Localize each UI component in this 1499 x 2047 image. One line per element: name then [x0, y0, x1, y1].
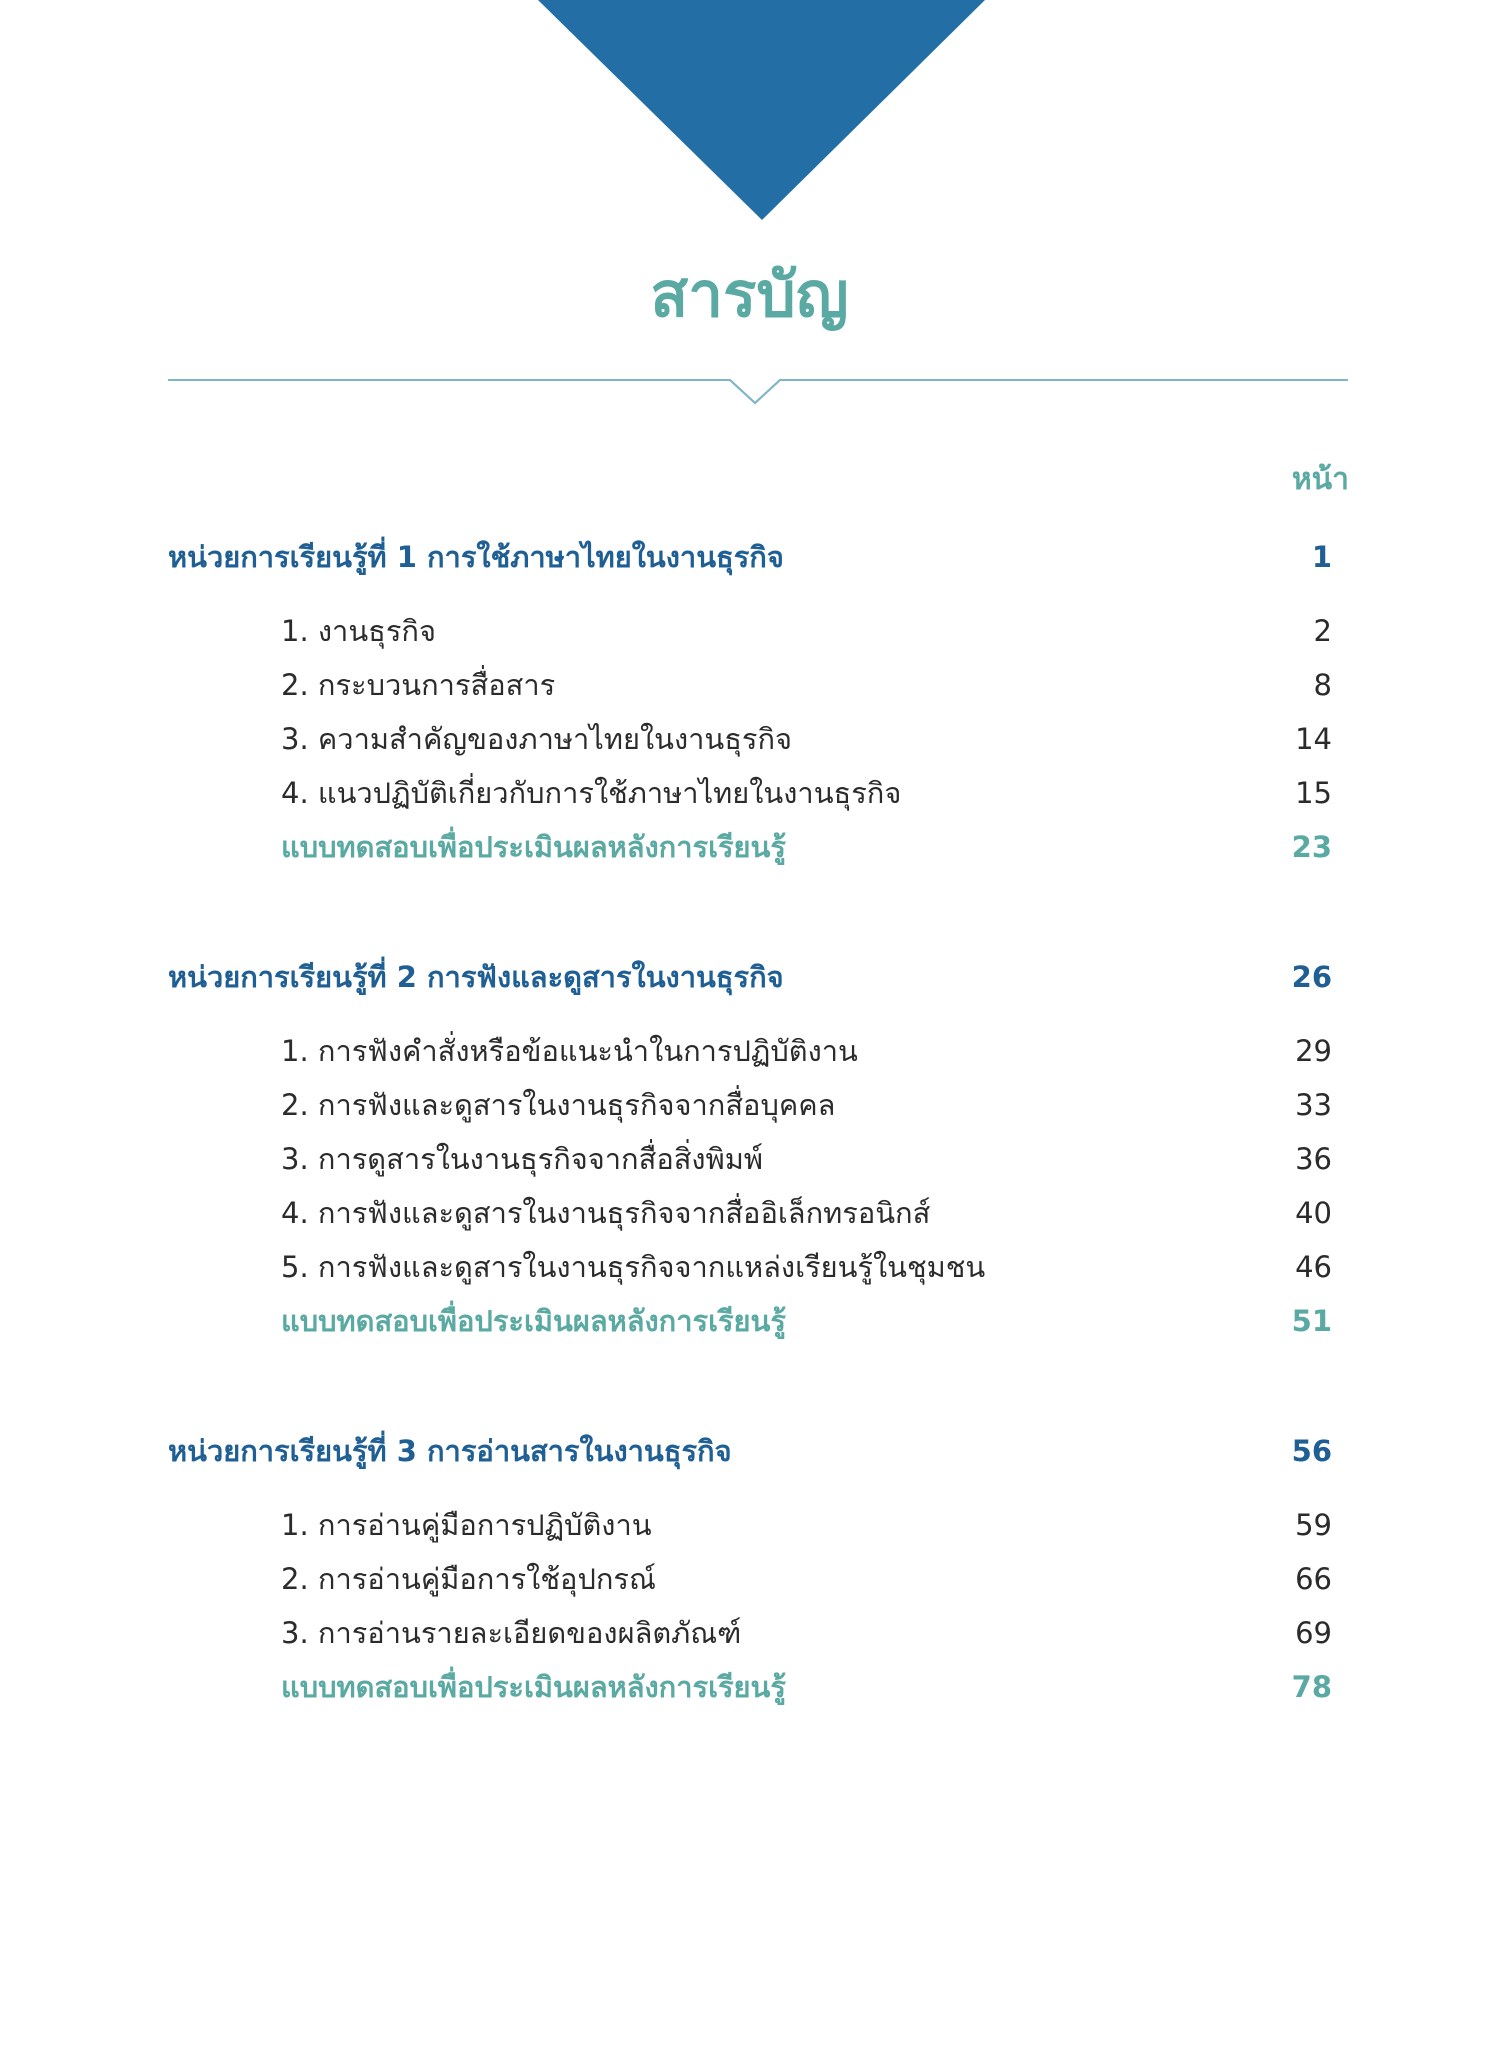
unit-heading[interactable] [168, 1420, 1348, 1482]
toc-item[interactable] [168, 658, 1348, 712]
toc-unit-2 [168, 946, 1348, 1348]
toc-item-label: 1. การฟังคำสั่งหรือข้อแนะนำในการปฏิบัติงาน [281, 1034, 858, 1068]
toc-item-label: 2. การอ่านคู่มือการใช้อุปกรณ์ [281, 1562, 656, 1596]
toc-test-item[interactable] [168, 1660, 1348, 1714]
unit-title: หน่วยการเรียนรู้ที่ 3 การอ่านสารในงานธุรกิจ [168, 1434, 732, 1468]
title-divider [168, 370, 1348, 415]
toc-item[interactable] [168, 1078, 1348, 1132]
toc-item-label: 4. แนวปฏิบัติเกี่ยวกับการใช้ภาษาไทยในงานธุรกิจ [281, 776, 902, 810]
test-label: แบบทดสอบเพื่อประเมินผลหลังการเรียนรู้ [281, 830, 786, 864]
toc-item-page: 14 [1295, 722, 1332, 756]
test-label: แบบทดสอบเพื่อประเมินผลหลังการเรียนรู้ [281, 1670, 786, 1704]
test-label: แบบทดสอบเพื่อประเมินผลหลังการเรียนรู้ [281, 1304, 786, 1338]
unit-heading[interactable] [168, 946, 1348, 1008]
page-title: สารบัญ [650, 258, 849, 331]
toc-item[interactable] [168, 1498, 1348, 1552]
toc-item[interactable] [168, 1186, 1348, 1240]
toc-item-page: 36 [1295, 1142, 1332, 1176]
unit-page-number: 26 [1291, 960, 1332, 994]
unit-heading[interactable] [168, 526, 1348, 588]
toc-item[interactable] [168, 712, 1348, 766]
unit-page-number: 56 [1291, 1434, 1332, 1468]
toc-item-label: 3. การอ่านรายละเอียดของผลิตภัณฑ์ [281, 1616, 742, 1650]
toc-item-page: 29 [1295, 1034, 1332, 1068]
top-triangle-decoration [0, 0, 1499, 230]
page-column-header: หน้า [1291, 462, 1349, 497]
toc-item[interactable] [168, 1552, 1348, 1606]
toc-item[interactable] [168, 766, 1348, 820]
toc-unit-1 [168, 526, 1348, 874]
toc-test-item[interactable] [168, 820, 1348, 874]
toc-item-label: 2. กระบวนการสื่อสาร [281, 668, 556, 702]
toc-item[interactable] [168, 1606, 1348, 1660]
toc-item[interactable] [168, 1132, 1348, 1186]
toc-item-page: 59 [1295, 1508, 1332, 1542]
test-page: 23 [1291, 830, 1332, 864]
unit-title: หน่วยการเรียนรู้ที่ 1 การใช้ภาษาไทยในงานธุรกิจ [168, 540, 784, 574]
toc-unit-3 [168, 1420, 1348, 1714]
toc-item-label: 3. ความสำคัญของภาษาไทยในงานธุรกิจ [281, 722, 793, 756]
test-page: 51 [1291, 1304, 1332, 1338]
test-page: 78 [1291, 1670, 1332, 1704]
toc-item-page: 15 [1295, 776, 1332, 810]
toc-item-label: 5. การฟังและดูสารในงานธุรกิจจากแหล่งเรียนรู้ในชุมชน [281, 1250, 986, 1284]
toc-item-label: 1. การอ่านคู่มือการปฏิบัติงาน [281, 1508, 652, 1542]
toc-item[interactable] [168, 1024, 1348, 1078]
toc-item[interactable] [168, 1240, 1348, 1294]
toc-item-label: 3. การดูสารในงานธุรกิจจากสื่อสิ่งพิมพ์ [281, 1142, 763, 1176]
toc-item[interactable] [168, 604, 1348, 658]
toc-item-page: 8 [1313, 668, 1332, 702]
toc-item-page: 33 [1295, 1088, 1332, 1122]
toc-item-label: 4. การฟังและดูสารในงานธุรกิจจากสื่ออิเล็กทรอนิกส์ [281, 1196, 931, 1230]
unit-page-number: 1 [1311, 540, 1332, 574]
toc-item-label: 2. การฟังและดูสารในงานธุรกิจจากสื่อบุคคล [281, 1088, 836, 1122]
toc-item-label: 1. งานธุรกิจ [281, 614, 436, 648]
toc-item-page: 2 [1313, 614, 1332, 648]
toc-item-page: 46 [1295, 1250, 1332, 1284]
toc-item-page: 40 [1295, 1196, 1332, 1230]
toc-item-page: 69 [1295, 1616, 1332, 1650]
unit-title: หน่วยการเรียนรู้ที่ 2 การฟังและดูสารในงานธุรกิจ [168, 960, 784, 994]
toc-test-item[interactable] [168, 1294, 1348, 1348]
toc-item-page: 66 [1295, 1562, 1332, 1596]
